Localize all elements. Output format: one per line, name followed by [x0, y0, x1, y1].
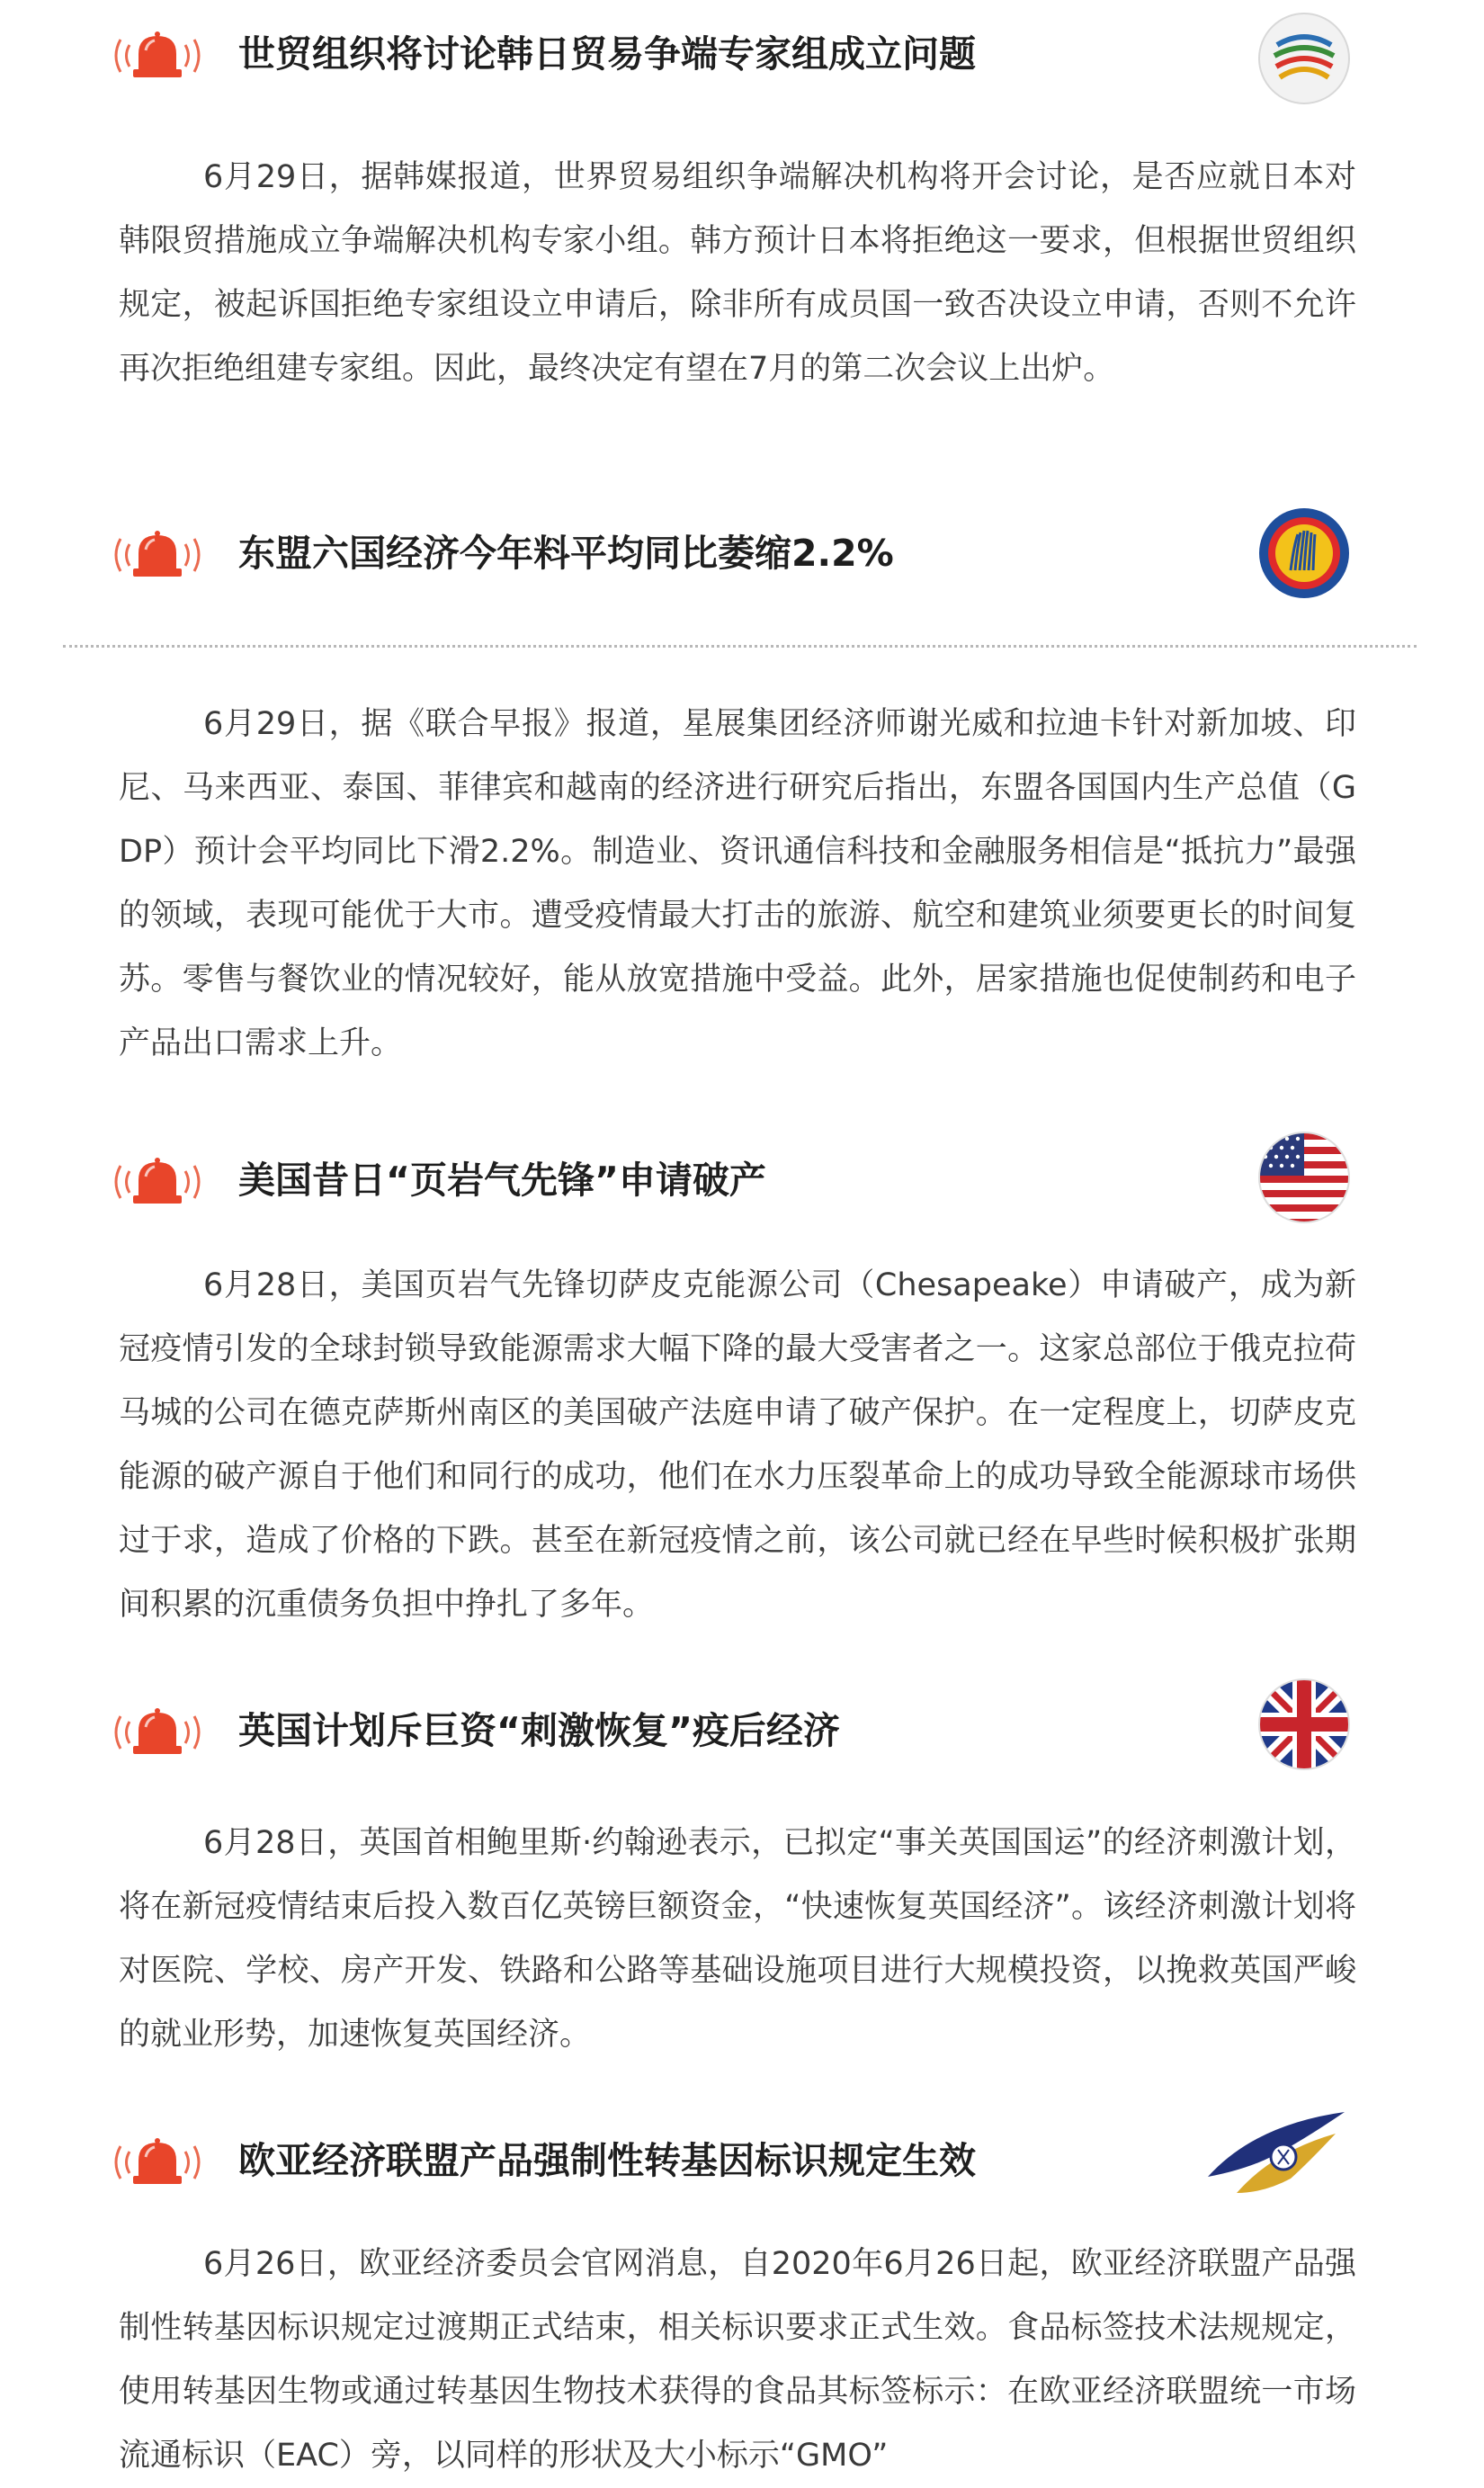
uk-flag-icon [1255, 1675, 1354, 1774]
article-title: 东盟六国经济今年料平均同比萎缩2.2% [238, 532, 894, 575]
article-header [0, 508, 1484, 634]
eaeu-logo-icon [1201, 2107, 1354, 2206]
wto-logo-icon [1255, 9, 1354, 108]
alarm-bell-icon [108, 1705, 207, 1759]
alarm-bell-icon [108, 528, 207, 582]
alarm-bell-icon [108, 1155, 207, 1209]
article-title: 美国昔日“页岩气先锋”申请破产 [238, 1159, 766, 1202]
article-title: 英国计划斥巨资“刺激恢复”疫后经济 [238, 1709, 840, 1752]
article-title: 欧亚经济联盟产品强制性转基因标识规定生效 [238, 2139, 976, 2182]
us-flag-icon [1255, 1128, 1354, 1227]
article-body: 6月29日，据《联合早报》报道，星展集团经济师谢光威和拉迪卡针对新加坡、印尼、马来西亚、泰国、菲律宾和越南的经济进行研究后指出，东盟各国国内生产总值（GDP）预计会平均同比下滑2.2%。制造业、资讯通信科技和金融服务相信是“抵抗力”最强的领域，表现可能优于大市。遭受疫情最大打击的旅游、航空和建筑业须要更长的时间复苏。零售与餐饮业的情况较好，能从放宽措施中受益。此外，居家措施也促使制药和电子产品出口需求上升。 [119, 706, 1356, 1061]
article-body: 6月29日，据韩媒报道，世界贸易组织争端解决机构将开会讨论，是否应就日本对韩限贸措施成立争端解决机构专家小组。韩方预计日本将拒绝这一要求，但根据世贸组织规定，被起诉国拒绝专家组设立申请后，除非所有成员国一致否决设立申请，否则不允许再次拒绝组建专家组。因此，最终决定有望在7月的第二次会议上出炉。 [119, 159, 1356, 387]
alarm-bell-icon [108, 29, 207, 83]
article-header [0, 9, 1484, 135]
article-body: 6月28日，英国首相鲍里斯·约翰逊表示，已拟定“事关英国国运”的经济刺激计划，将在新冠疫情结束后投入数百亿英镑巨额资金，“快速恢复英国经济”。该经济刺激计划将对医院、学校、房产开发、铁路和公路等基础设施项目进行大规模投资，以挽救英国严峻的就业形势，加速恢复英国经济。 [119, 1825, 1356, 2053]
article-header [0, 1686, 1484, 1812]
alarm-bell-icon [108, 2135, 207, 2189]
article-header [0, 1135, 1484, 1261]
article-body: 6月28日，美国页岩气先锋切萨皮克能源公司（Chesapeake）申请破产，成为新冠疫情引发的全球封锁导致能源需求大幅下降的最大受害者之一。这家总部位于俄克拉荷马城的公司在德克萨斯州南区的美国破产法庭申请了破产保护。在一定程度上，切萨皮克能源的破产源自于他们和同行的成功，他们在水力压裂革命上的成功导致全能源球市场供过于求，造成了价格的下跌。甚至在新冠疫情之前，该公司就已经在早些时候积极扩张期间积累的沉重债务负担中挣扎了多年。 [119, 1267, 1356, 1623]
article-body: 6月26日，欧亚经济委员会官网消息，自2020年6月26日起，欧亚经济联盟产品强制性转基因标识规定过渡期正式结束，相关标识要求正式生效。食品标签技术法规规定，使用转基因生物或通过转基因生物技术获得的食品其标签标示：在欧亚经济联盟统一市场流通标识（EAC）旁，以同样的形状及大小标示“GMO” [119, 2246, 1356, 2474]
section-divider [63, 645, 1417, 648]
asean-logo-icon [1255, 504, 1354, 603]
article-title: 世贸组织将讨论韩日贸易争端专家组成立问题 [238, 32, 976, 76]
article-header [0, 2116, 1484, 2242]
